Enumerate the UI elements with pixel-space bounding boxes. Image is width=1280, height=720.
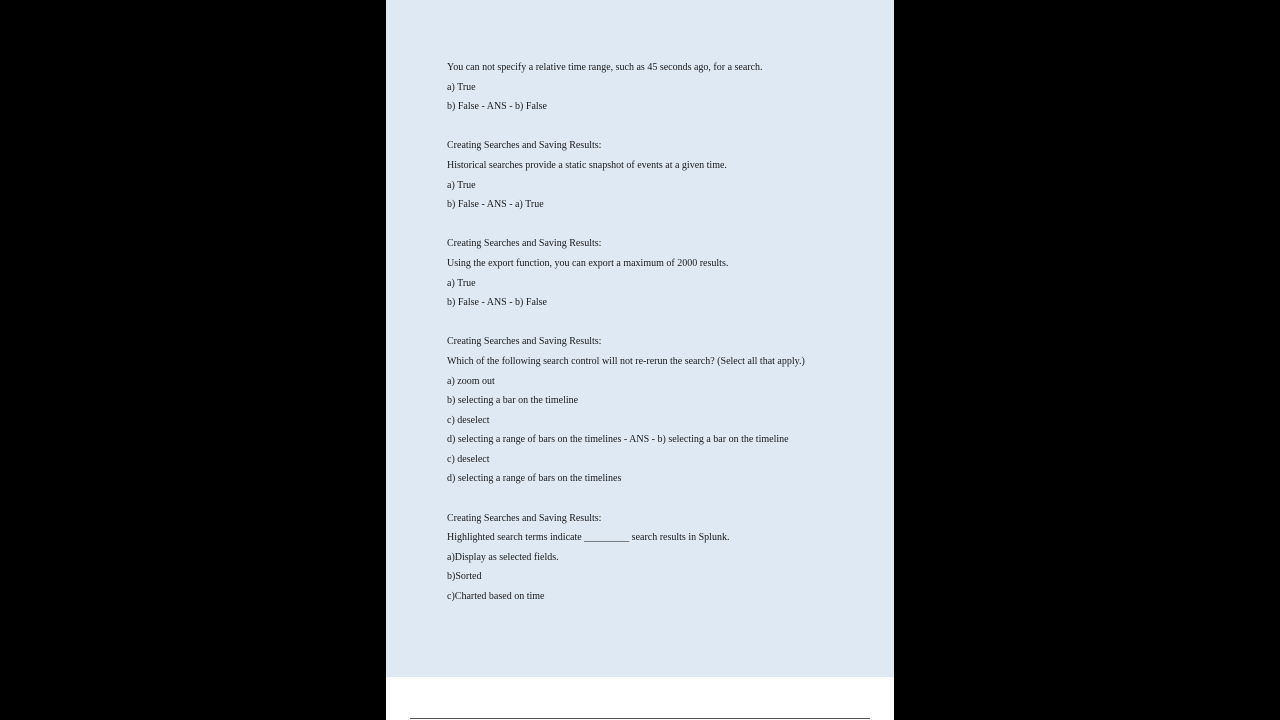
- blank-line: [447, 215, 887, 235]
- text-line: c) deselect: [447, 453, 490, 465]
- text-line: a)Display as selected fields.: [447, 551, 559, 563]
- text-line: Using the export function, you can export a maximum of 2000 results.: [447, 257, 729, 269]
- blank-line: [447, 313, 887, 333]
- text-line: You can not specify a relative time range, such as 45 seconds ago, for a search.: [447, 62, 763, 73]
- text-line: Highlighted search terms indicate _________ search results in Splunk.: [447, 532, 730, 544]
- text-line: a) True: [447, 277, 476, 289]
- text-line: c) deselect: [447, 414, 490, 426]
- text-line: Historical searches provide a static snapshot of events at a given time.: [447, 159, 727, 171]
- text-line: Which of the following search control will not re-rerun the search? (Select all that apply.): [447, 355, 805, 367]
- section-heading: Creating Searches and Saving Results:: [447, 336, 602, 348]
- section-heading: Creating Searches and Saving Results:: [447, 140, 602, 152]
- text-line: a) zoom out: [447, 375, 495, 387]
- text-line: b) False - ANS - a) True: [447, 199, 544, 211]
- text-line: d) selecting a range of bars on the timelines - ANS - b) selecting a bar on the timeline: [447, 434, 789, 446]
- section-heading: Creating Searches and Saving Results:: [447, 512, 602, 524]
- text-line: c)Charted based on time: [447, 591, 545, 603]
- blank-line: [447, 489, 887, 509]
- page-rule: [410, 718, 870, 719]
- text-line: b)Sorted: [447, 571, 482, 583]
- next-page: [386, 677, 894, 720]
- text-line: b) False - ANS - b) False: [447, 297, 547, 309]
- text-line: a) True: [447, 81, 476, 93]
- blank-line: [447, 117, 887, 137]
- document-text: [447, 58, 887, 607]
- text-line: a) True: [447, 179, 476, 191]
- text-line: d) selecting a range of bars on the timelines: [447, 473, 622, 485]
- text-line: b) selecting a bar on the timeline: [447, 395, 579, 407]
- section-heading: Creating Searches and Saving Results:: [447, 238, 602, 250]
- text-line: b) False - ANS - b) False: [447, 101, 547, 113]
